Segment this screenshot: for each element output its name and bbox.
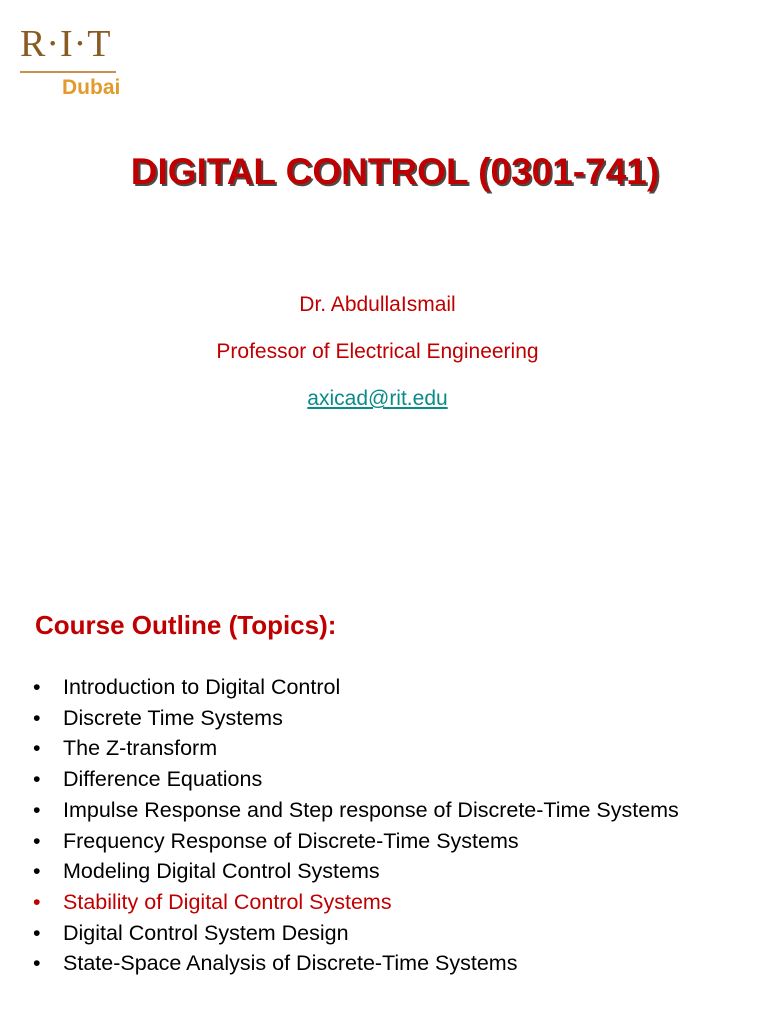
topic-item xyxy=(33,764,753,795)
topic-item xyxy=(33,826,753,857)
author-email-link[interactable]: axicad@rit.edu xyxy=(307,387,448,410)
course-outline-heading: Course Outline (Topics): xyxy=(35,610,337,640)
topic-item xyxy=(33,703,753,734)
bullet-icon: • xyxy=(33,675,41,699)
topic-item xyxy=(33,672,753,703)
topic-text: Discrete Time Systems xyxy=(63,705,283,730)
topic-item xyxy=(33,918,753,949)
author-role: Professor of Electrical Engineering xyxy=(216,340,539,363)
bullet-icon: • xyxy=(33,767,41,792)
topic-item xyxy=(33,948,753,979)
topic-item xyxy=(33,856,753,887)
topic-text: Digital Control System Design xyxy=(63,920,349,945)
bullet-icon: • xyxy=(33,951,41,976)
topic-text: The Z-transform xyxy=(63,736,218,761)
rit-dubai-logo xyxy=(20,24,120,104)
bullet-icon: • xyxy=(33,920,41,945)
bullet-icon: • xyxy=(33,736,41,761)
bullet-icon: • xyxy=(33,797,41,822)
bullet-icon: • xyxy=(33,859,41,884)
bullet-icon: • xyxy=(33,828,41,853)
topic-text: Introduction to Digital Control xyxy=(63,675,341,699)
topic-item xyxy=(33,733,753,764)
bullet-icon: • xyxy=(33,889,41,914)
topic-text: State-Space Analysis of Discrete-Time Systems xyxy=(63,951,518,976)
bullet-icon: • xyxy=(33,705,41,730)
topic-text: Stability of Digital Control Systems xyxy=(63,889,392,914)
topic-text: Modeling Digital Control Systems xyxy=(63,859,380,884)
logo-campus: Dubai xyxy=(62,76,121,99)
topic-item xyxy=(33,795,753,826)
logo-divider xyxy=(20,71,116,73)
topics-list xyxy=(33,672,753,979)
page-title: DIGITAL CONTROL (0301-741) xyxy=(130,151,660,192)
topic-text: Impulse Response and Step response of Discrete-Time Systems xyxy=(63,797,679,822)
topic-text: Frequency Response of Discrete-Time Systems xyxy=(63,828,519,853)
topic-text: Difference Equations xyxy=(63,767,263,792)
logo-wordmark: R·I·T xyxy=(20,23,112,65)
author-name: Dr. AbdullaIsmail xyxy=(299,293,456,316)
topic-item xyxy=(33,887,753,918)
